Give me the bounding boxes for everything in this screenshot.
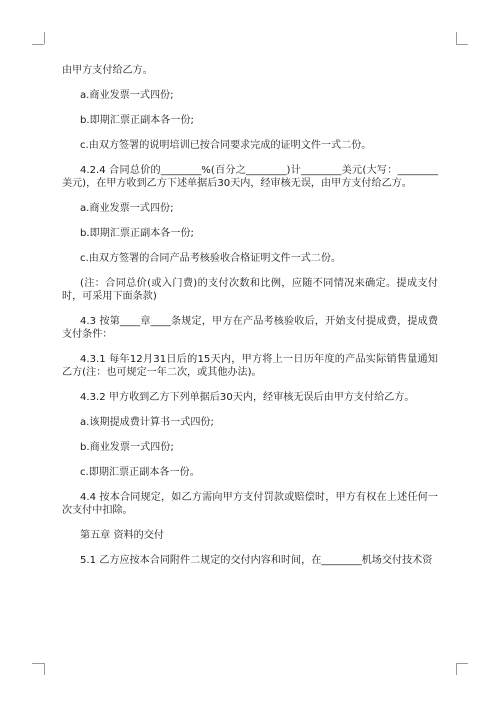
list-item: c.由双方签署的合同产品考核验收合格证明文件一式二份。 xyxy=(80,253,342,264)
chapter-heading: 第五章 资料的交付 xyxy=(80,530,164,541)
note-paragraph: (注：合同总价(或入门费)的支付次数和比例，应随不同情况来确定。提成支付时，可采用下面条款) xyxy=(62,278,438,302)
clause-4-4: 4.4 按本合同规定，如乙方需向甲方支付罚款或赔偿时，甲方有权在上述任何一次支付中扣除。 xyxy=(62,492,438,516)
list-item: a.商业发票一式四份; xyxy=(80,203,174,214)
list-item: b.即期汇票正副本各一份; xyxy=(80,228,194,239)
clause-4-3-1: 4.3.1 每年12月31日后的15天内，甲方将上一日历年度的产品实际销售量通知乙方(注：也可规定一年二次，或其他办法)。 xyxy=(62,354,438,378)
clause-4-2-4: 4.2.4 合同总价的________%(百分之________)计________美元(大写：________美元)，在甲方收到乙方下述单据后30天内，经审核无误，由甲方支付给乙方。 xyxy=(62,165,438,189)
clause-4-3-2: 4.3.2 甲方收到乙方下列单据后30天内，经审核无误后由甲方支付给乙方。 xyxy=(80,392,415,403)
list-item: a.商业发票一式四份; xyxy=(80,90,174,101)
list-item: c.由双方签署的说明培训已按合同要求完成的证明文件一式二份。 xyxy=(80,140,372,151)
list-item: b.商业发票一式四份; xyxy=(80,442,174,453)
list-item: b.即期汇票正副本各一份; xyxy=(80,115,194,126)
document-body xyxy=(62,64,438,579)
paragraph: 由甲方支付给乙方。 xyxy=(62,65,153,76)
list-item: a.该期提成费计算书一式四份; xyxy=(80,417,214,428)
clause-4-3: 4.3 按第____章____条规定，甲方在产品考核验收后，开始支付提成费，提成费支付条件： xyxy=(62,316,438,340)
list-item: c.即期汇票正副本各一份。 xyxy=(80,467,200,478)
clause-5-1: 5.1 乙方应按本合同附件二规定的交付内容和时间，在________机场交付技术资 xyxy=(80,555,433,566)
